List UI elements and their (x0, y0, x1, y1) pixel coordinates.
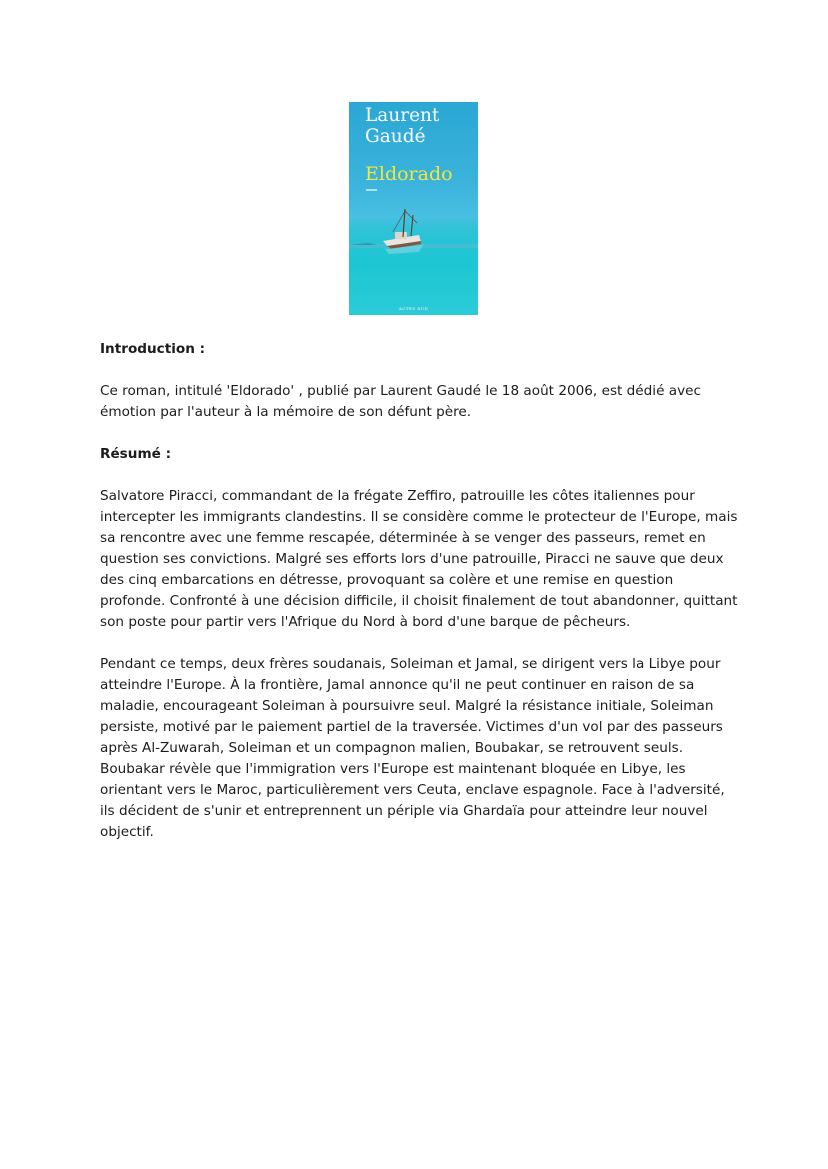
document-body (100, 339, 740, 843)
cover-author-last-name: Gaudé (365, 126, 426, 147)
resume-paragraph: Pendant ce temps, deux frères soudanais, Soleiman et Jamal, se dirigent vers la Libye pour atteindre l'Europe. À la frontière, Jamal annonce qu'il ne peut continuer en raison de sa maladie, encourageant Soleiman à poursuivre seul. Malgré la résistance initiale, Soleiman persiste, motivé par le paiement partiel de la traversée. Victimes d'un vol par des passeurs après Al-Zuwarah, Soleiman et un compagnon malien, Boubakar, se retrouvent seuls. Boubakar révèle que l'immigration vers l'Europe est maintenant bloquée en Libye, les orientant vers le Maroc, particulièrement vers Ceuta, enclave espagnole. Face à l'adversité, ils décident de s'unir et entreprennent un périple via Ghardaïa pour atteindre leur nouvel objectif. (100, 656, 725, 840)
cover-author-first-name: Laurent (365, 105, 440, 126)
cover-divider (366, 189, 377, 191)
resume-heading: Résumé : (100, 446, 172, 462)
book-cover-image (349, 102, 478, 315)
resume-paragraph: Salvatore Piracci, commandant de la frégate Zeffiro, patrouille les côtes italiennes pour intercepter les immigrants clandestins. Il se considère comme le protecteur de l'Europe, mais sa rencontre avec une femme rescapée, déterminée à se venger des passeurs, remet en question ses convictions. Malgré ses efforts lors d'une patrouille, Piracci ne sauve que deux des cinq embarcations en détresse, provoquant sa colère et une remise en question profonde. Confronté à une décision difficile, il choisit finalement de tout abandonner, quittant son poste pour partir vers l'Afrique du Nord à bord d'une barque de pêcheurs. (100, 488, 738, 630)
cover-title: Eldorado (365, 163, 453, 185)
introduction-text: Ce roman, intitulé 'Eldorado' , publié par Laurent Gaudé le 18 août 2006, est dédié avec émotion par l'auteur à la mémoire de son défunt père. (100, 383, 701, 420)
cover-author (365, 105, 475, 147)
cover-publisher: ACTES SUD (398, 306, 429, 311)
introduction-heading: Introduction : (100, 341, 206, 357)
